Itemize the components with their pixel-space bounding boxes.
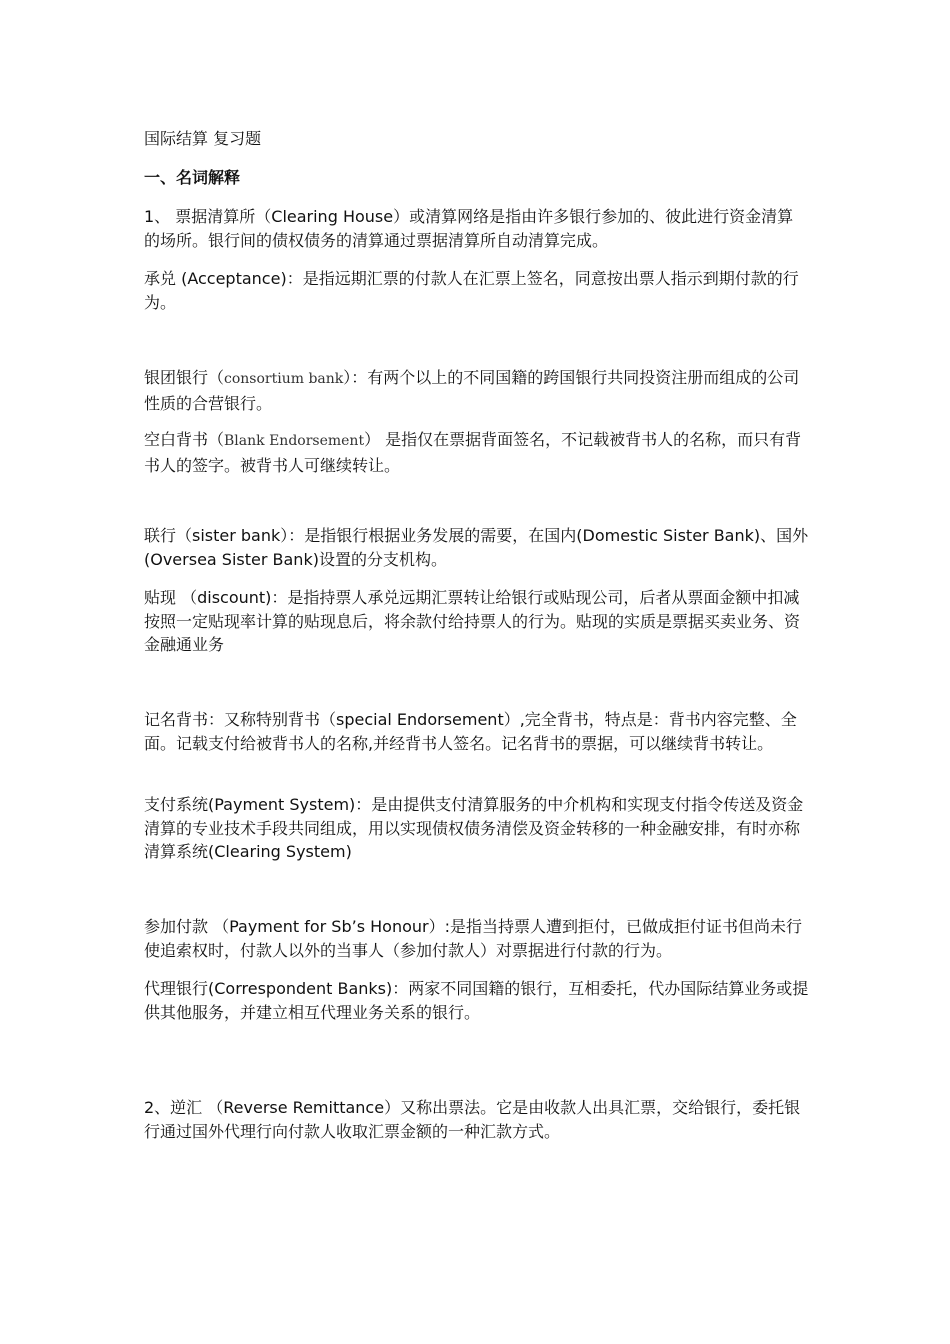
consortium-pre: 银团银行（ [144, 368, 225, 387]
paragraph-special-endorsement: 记名背书：又称特别背书（special Endorsement）,完全背书，特点是：背书内容完整、全面。记载支付给被背书人的名称,并经背书人签名。记名背书的票据，可以继续背书转让。 [144, 710, 797, 753]
consortium-term: consortium bank [224, 371, 344, 387]
paragraph-consortium-bank [144, 366, 809, 415]
blank-term: Blank Endorsement [224, 433, 365, 449]
paragraph-payment-for-honour: 参加付款 （Payment for Sb’s Honour）:是指当持票人遭到拒付，已做成拒付证书但尚未行使追索权时，付款人以外的当事人（参加付款人）对票据进行付款的行为。 [144, 917, 802, 960]
document-title: 国际结算 复习题 [144, 129, 262, 148]
paragraph-sister-bank: 联行（sister bank）：是指银行根据业务发展的需要，在国内(Domestic Sister Bank)、国外(Oversea Sister Bank)设置的分支机构。 [144, 526, 809, 569]
section-heading: 一、名词解释 [144, 168, 241, 187]
paragraph-reverse-remittance: 2、逆汇 （Reverse Remittance）又称出票法。它是由收款人出具汇票，交给银行，委托银行通过国外代理行向付款人收取汇票金额的一种汇款方式。 [144, 1098, 801, 1141]
blank-post: ） 是指仅在票据背面签名，不记载被背书人的名称，而只有背书人的签字。被背书人可继续转让。 [144, 430, 802, 475]
blank-pre: 空白背书（ [144, 430, 225, 449]
paragraph-blank-endorsement [144, 428, 809, 477]
paragraph-clearing-house: 1、 票据清算所（Clearing House）或清算网络是指由许多银行参加的、彼此进行资金清算的场所。银行间的债权债务的清算通过票据清算所自动清算完成。 [144, 207, 794, 250]
paragraph-acceptance: 承兑 (Acceptance)：是指远期汇票的付款人在汇票上签名，同意按出票人指示到期付款的行为。 [144, 269, 799, 312]
paragraph-payment-system: 支付系统(Payment System)：是由提供支付清算服务的中介机构和实现支付指令传送及资金清算的专业技术手段共同组成，用以实现债权债务清偿及资金转移的一种金融安排，有时亦称清算系统(Clearing System) [144, 795, 804, 861]
paragraph-correspondent-banks: 代理银行(Correspondent Banks)：两家不同国籍的银行，互相委托，代办国际结算业务或提供其他服务，并建立相互代理业务关系的银行。 [144, 979, 809, 1022]
paragraph-discount: 贴现 （discount)：是指持票人承兑远期汇票转让给银行或贴现公司，后者从票面金额中扣减按照一定贴现率计算的贴现息后，将余款付给持票人的行为。贴现的实质是票据买卖业务、资金融通业务 [144, 588, 801, 654]
consortium-post: ）：有两个以上的不同国籍的跨国银行共同投资注册而组成的公司性质的合营银行。 [144, 368, 800, 413]
